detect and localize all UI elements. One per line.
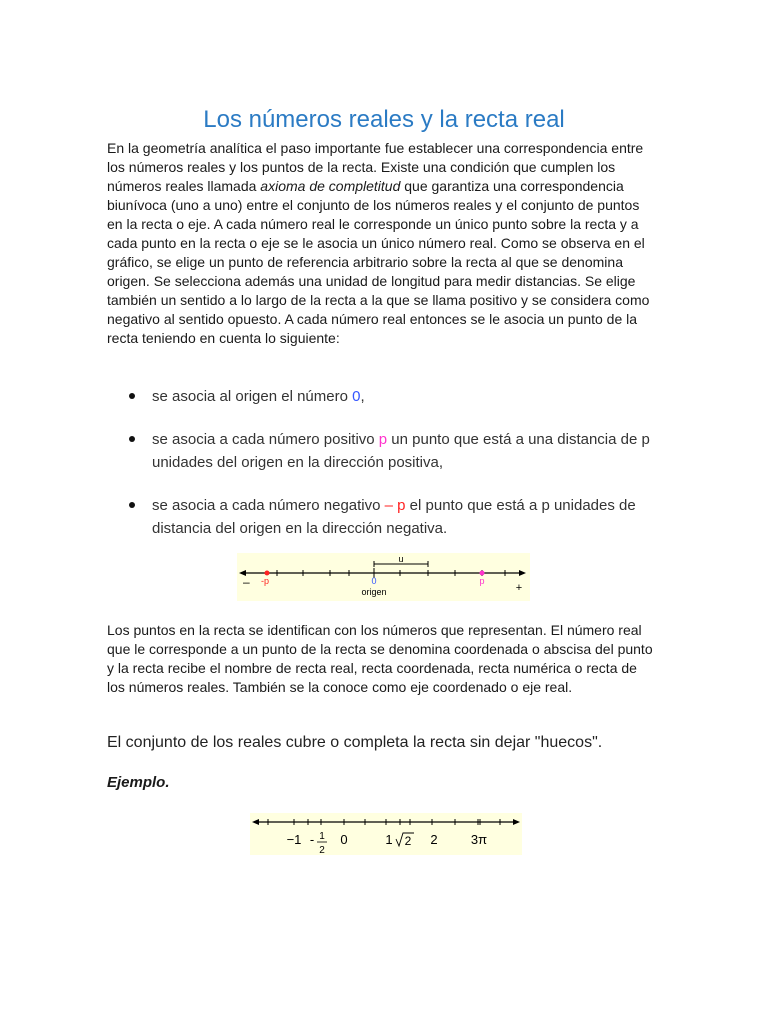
list-item bbox=[107, 494, 655, 540]
neg-point bbox=[265, 571, 270, 576]
label-half-numerator: 1 bbox=[319, 831, 325, 842]
highlight-zero: 0 bbox=[352, 388, 361, 405]
list-item bbox=[107, 428, 655, 474]
label-one: 1 bbox=[385, 832, 393, 847]
highlight-minus-p: – p bbox=[384, 497, 406, 514]
list-item-text: , bbox=[360, 388, 365, 405]
unit-label: u bbox=[398, 554, 404, 564]
right-arrow-icon bbox=[513, 819, 520, 825]
label-two: 2 bbox=[430, 832, 438, 847]
label-sqrt-two: 2 bbox=[404, 834, 412, 848]
example-number-line-svg bbox=[250, 813, 522, 855]
list-item bbox=[107, 385, 655, 408]
highlight-p: p bbox=[378, 431, 388, 448]
list-item-text: se asocia a cada número positivo bbox=[152, 431, 379, 448]
intro-text-start: En la geometría analítica el paso importante fue establecer una correspondencia entre los números reales y los puntos de la recta. Existe una condición que cumplen los números reales llamada bbox=[107, 140, 644, 194]
list-item-text: un punto que está a una distancia de p unidades del origen en la dirección positiva, bbox=[152, 431, 650, 471]
label-three-pi: 3π bbox=[470, 832, 488, 847]
neg-p-label: -p bbox=[261, 576, 270, 586]
label-minus-sign: - bbox=[309, 832, 315, 847]
list-item-text: se asocia a cada número negativo bbox=[152, 497, 385, 514]
pos-p-label: p bbox=[479, 576, 485, 586]
coordinates-paragraph: Los puntos en la recta se identifican con los números que representan. El número real que le corresponde a un punto de la recta se denomina coordenada o abscisa del punto y la recta recibe el nombre de recta real, recta coordenada, recta numérica o recta de los números reales. También se la conoce como eje coordenado o eje real. bbox=[107, 622, 653, 695]
label-minus-one: −1 bbox=[286, 832, 302, 847]
left-arrow-icon bbox=[252, 819, 259, 825]
intro-paragraph bbox=[107, 139, 655, 348]
right-arrow-icon bbox=[519, 570, 526, 576]
completeness-statement: El conjunto de los reales cubre o completa la recta sin dejar "huecos". bbox=[107, 734, 603, 751]
list-item-text: el punto que está a p unidades de distancia del origen en la dirección negativa. bbox=[152, 497, 636, 537]
origin-label: origen bbox=[361, 587, 387, 597]
example-heading: Ejemplo. bbox=[107, 774, 170, 791]
intro-text-end: que garantiza una correspondencia biunívoca (uno a uno) entre el conjunto de los números reales y el conjunto de puntos en la recta o eje. A cada número real le corresponde un único punto sobre la recta y a cada punto en la recta o eje se le asocia un único número real. Como se observa en el gráfico, se elige un punto de referencia arbitrario sobre la recta al que se denomina origen. Se selecciona además una unidad de longitud para medir distancias. Se elige también un sentido a lo largo de la recta a la que se llama positivo y se considera como negativo al sentido opuesto. A cada número real entonces se le asocia un punto de la recta teniendo en cuenta lo siguiente: bbox=[107, 178, 650, 346]
page-title: Los números reales y la recta real bbox=[203, 106, 565, 134]
pos-point bbox=[480, 571, 485, 576]
example-number-line bbox=[250, 813, 522, 855]
zero-label: 0 bbox=[371, 576, 377, 586]
label-half-denominator: 2 bbox=[319, 845, 325, 855]
plus-sign: + bbox=[515, 582, 523, 594]
label-zero: 0 bbox=[340, 832, 348, 847]
number-line-figure bbox=[237, 553, 530, 601]
number-line-svg bbox=[237, 553, 530, 601]
intro-italic-term: axioma de completitud bbox=[260, 178, 401, 194]
rules-list bbox=[107, 385, 655, 560]
minus-sign: – bbox=[243, 575, 250, 589]
list-item-text: se asocia al origen el número bbox=[152, 388, 353, 405]
